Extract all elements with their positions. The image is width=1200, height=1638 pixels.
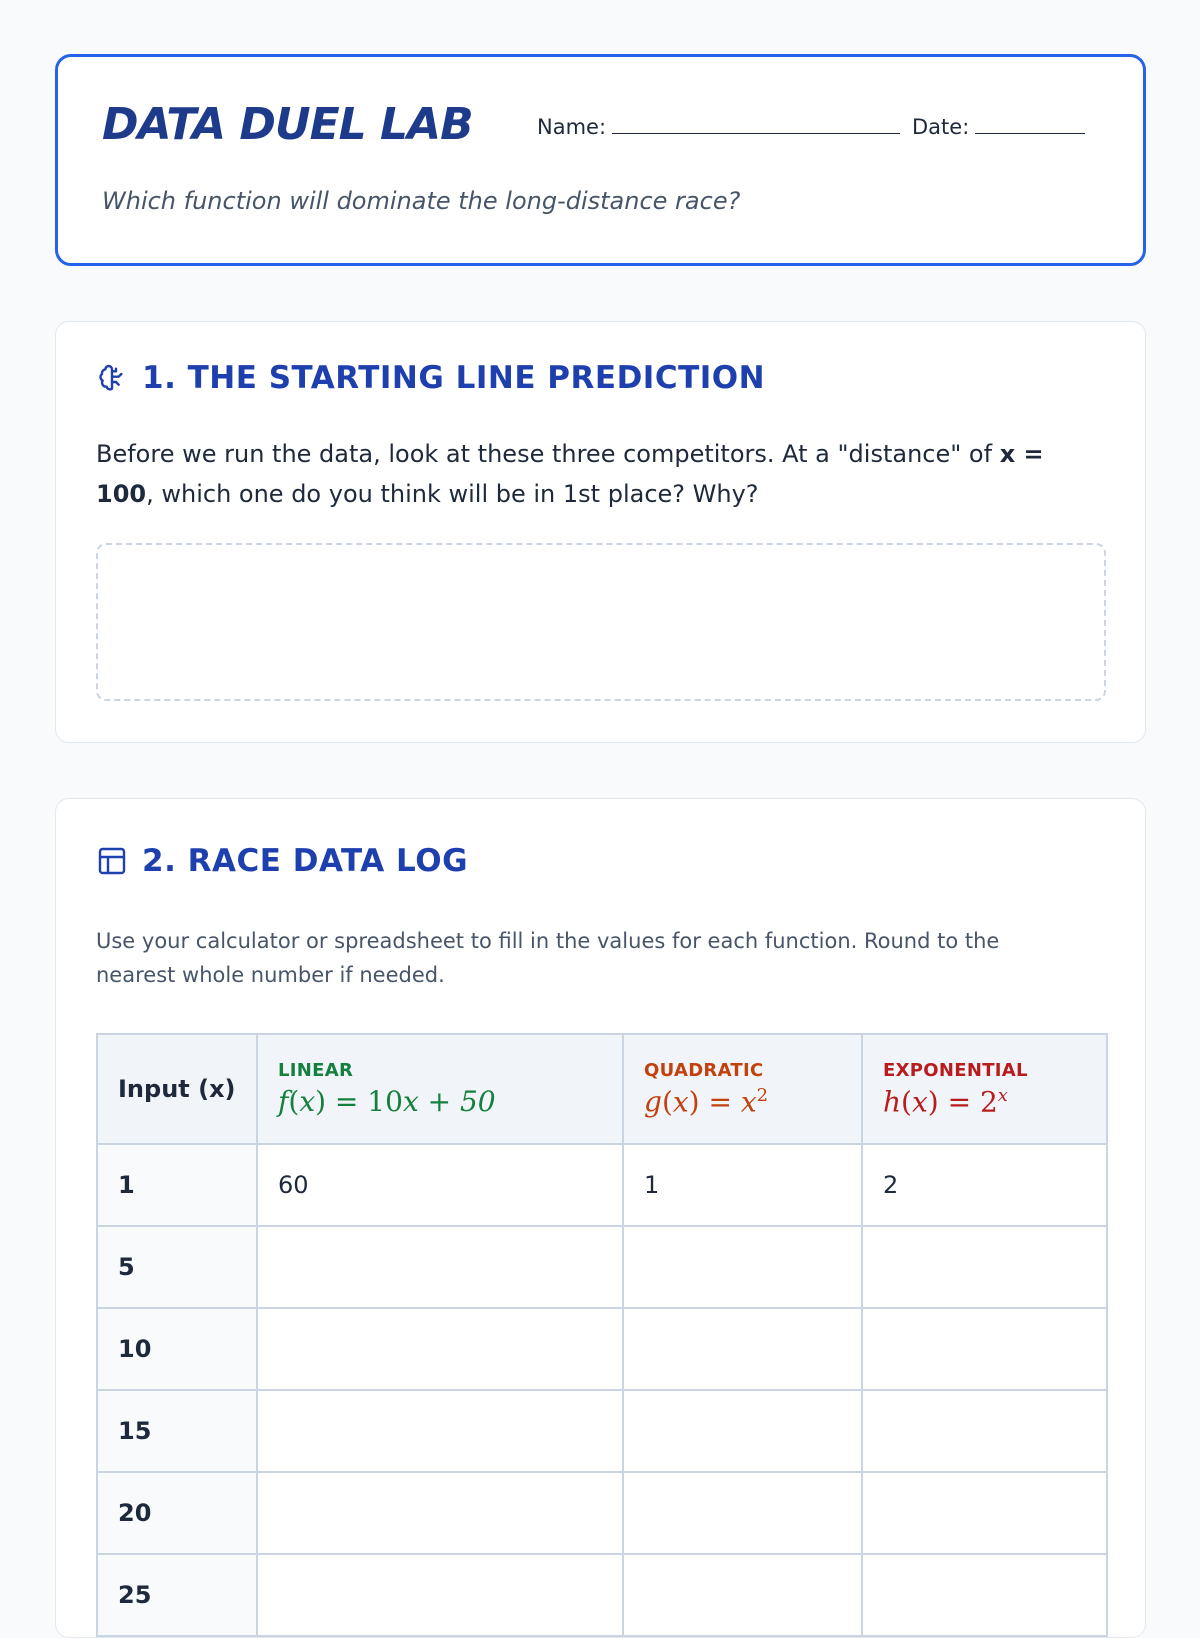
linear-cell[interactable] (257, 1472, 623, 1554)
input-cell: 20 (97, 1472, 257, 1554)
quadratic-cell[interactable] (623, 1472, 862, 1554)
exponential-column-header (862, 1034, 1107, 1144)
exponential-cell[interactable] (862, 1308, 1107, 1390)
quadratic-formula: $g(x) = x^2$ (644, 1084, 769, 1119)
quadratic-column-header (623, 1034, 862, 1144)
linear-cell[interactable] (257, 1554, 623, 1636)
linear-cell[interactable] (257, 1390, 623, 1472)
prediction-answer-box[interactable] (96, 543, 1106, 701)
table-row (97, 1226, 1107, 1308)
race-data-section (55, 798, 1146, 1638)
prediction-section (55, 321, 1146, 743)
quadratic-cell[interactable]: 1 (623, 1144, 862, 1226)
exponential-label: EXPONENTIAL (883, 1059, 1028, 1081)
worksheet-title: DATA DUEL LAB (102, 99, 473, 150)
linear-formula: f(x) = 10x + 50 (278, 1085, 496, 1118)
section-heading-prediction (96, 358, 765, 398)
exponential-cell[interactable] (862, 1390, 1107, 1472)
table-row (97, 1308, 1107, 1390)
race-instructions: Use your calculator or spreadsheet to fill in the values for each function. Round to the nearest whole number if needed. (96, 929, 1000, 987)
prediction-prompt (96, 434, 1076, 514)
table-row (97, 1472, 1107, 1554)
input-column-header (97, 1034, 257, 1144)
date-line (975, 115, 1085, 134)
name-field[interactable] (537, 115, 900, 139)
quadratic-cell[interactable] (623, 1554, 862, 1636)
exponential-cell[interactable]: 2 (862, 1144, 1107, 1226)
table-icon (96, 845, 128, 877)
brain-icon (96, 362, 128, 394)
race-data-table (96, 1033, 1108, 1637)
linear-column-header (257, 1034, 623, 1144)
linear-label: LINEAR (278, 1060, 354, 1081)
input-cell: 10 (97, 1308, 257, 1390)
name-label: Name: (537, 115, 607, 139)
quadratic-cell[interactable] (623, 1390, 862, 1472)
name-line (612, 115, 900, 134)
worksheet-subtitle: Which function will dominate the long-distance race? (102, 187, 741, 215)
exponential-cell[interactable] (862, 1226, 1107, 1308)
table-row (97, 1144, 1107, 1226)
input-cell: 1 (97, 1144, 257, 1226)
section-heading-text: 2. RACE DATA LOG (142, 843, 469, 879)
quadratic-label: QUADRATIC (644, 1059, 764, 1081)
section-heading-text: 1. THE STARTING LINE PREDICTION (142, 360, 766, 396)
quadratic-cell[interactable] (623, 1308, 862, 1390)
input-cell: 5 (97, 1226, 257, 1308)
exponential-formula: $h(x) = 2^x$ (883, 1084, 1008, 1119)
table-row (97, 1554, 1107, 1636)
exponential-cell[interactable] (862, 1472, 1107, 1554)
input-cell: 25 (97, 1554, 257, 1636)
input-header-label: Input (x) (118, 1075, 236, 1103)
section-heading-race-data (96, 841, 468, 881)
prompt-text-end: , which one do you think will be in 1st place? Why? (146, 480, 759, 508)
linear-cell[interactable] (257, 1308, 623, 1390)
header-card (55, 54, 1146, 266)
date-label: Date: (912, 115, 970, 139)
quadratic-cell[interactable] (623, 1226, 862, 1308)
linear-cell[interactable] (257, 1226, 623, 1308)
table-row (97, 1390, 1107, 1472)
linear-cell[interactable]: 60 (257, 1144, 623, 1226)
table-header-row (97, 1034, 1107, 1144)
input-cell: 15 (97, 1390, 257, 1472)
exponential-cell[interactable] (862, 1554, 1107, 1636)
date-field[interactable] (912, 115, 1085, 139)
prompt-bold-value: x = 100 (96, 440, 1044, 508)
prompt-text: Before we run the data, look at these three competitors. At a "distance" of (96, 440, 1000, 468)
